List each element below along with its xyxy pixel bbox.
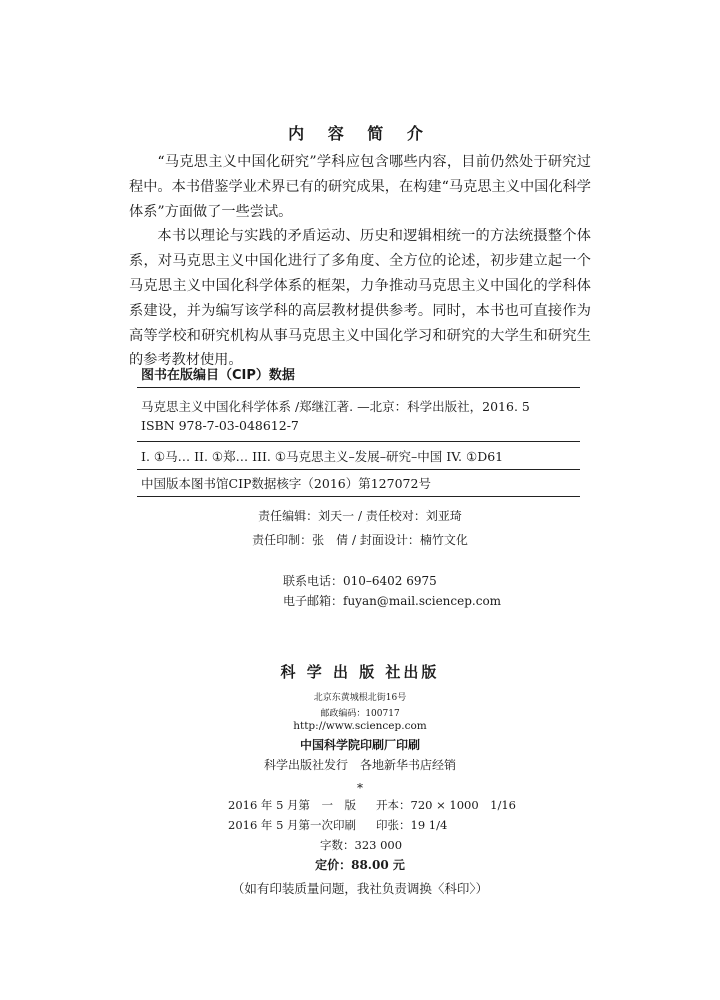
cip-mid-rule	[137, 441, 580, 442]
word-count: 字数：323 000	[320, 838, 403, 852]
book-format: 开本：720 × 1000 1/16	[376, 798, 516, 812]
distribution-line: 科学出版社发行 各地新华书店经销	[263, 758, 456, 772]
cip-record: 中国版本图书馆CIP数据核字（2016）第127072号	[141, 476, 431, 491]
cip-top-rule	[137, 387, 580, 388]
printer-line: 中国科学院印刷厂印刷	[299, 738, 420, 752]
cip-title-line: 马克思主义中国化科学体系 /郑继江著. —北京：科学出版社，2016. 5	[141, 399, 530, 414]
publisher-postcode: 邮政编码：100717	[320, 709, 400, 719]
publisher-name: 科 学 出 版 社出版	[280, 663, 440, 681]
publisher-address: 北京东黄城根北街16号	[313, 693, 407, 703]
intro-title: 内 容 简 介	[288, 124, 432, 143]
contact-email: 电子邮箱：fuyan@mail.sciencep.com	[283, 594, 502, 608]
intro-body	[129, 150, 591, 373]
intro-paragraph-1: “马克思主义中国化研究”学科应包含哪些内容，目前仍然处于研究过程中。本书借鉴学业术界已有的研究成果，在构建“马克思主义中国化科学体系”方面做了一些尝试。	[129, 154, 591, 220]
cip-mid-rule-2	[137, 469, 580, 470]
staff-editor-line: 责任编辑：刘天一 / 责任校对：刘亚琦	[258, 509, 462, 523]
print-date: 2016 年 5 月第一次印刷	[228, 818, 357, 832]
publisher-website: http://www.sciencep.com	[293, 720, 427, 732]
staff-print-line: 责任印制：张 倩 / 封面设计：楠竹文化	[252, 533, 468, 547]
edition-date: 2016 年 5 月第 一 版	[228, 798, 357, 812]
book-price: 定价：88.00 元	[315, 858, 405, 872]
print-sheets: 印张：19 1/4	[376, 818, 448, 832]
cip-isbn: ISBN 978-7-03-048612-7	[141, 418, 299, 433]
quality-note: （如有印装质量问题，我社负责调换〈科印〉）	[231, 881, 489, 896]
separator-star: *	[357, 781, 363, 795]
cip-classification: I. ①马… II. ①郑… III. ①马克思主义–发展–研究–中国 IV. ①D61	[141, 449, 504, 464]
cip-bottom-rule	[137, 496, 580, 497]
contact-phone: 联系电话：010–6402 6975	[283, 574, 437, 588]
cip-heading: 图书在版编目（CIP）数据	[141, 368, 295, 383]
intro-paragraph-2: 本书以理论与实践的矛盾运动、历史和逻辑相统一的方法统摄整个体系，对马克思主义中国化进行了多角度、全方位的论述，初步建立起一个马克思主义中国化科学体系的框架，力争推动马克思主义中国化的学科体系建设，并为编写该学科的高层教材提供参考。同时，本书也可直接作为高等学校和研究机构从事马克思主义中国化学习和研究的大学生和研究生的参考教材使用。	[129, 228, 591, 369]
